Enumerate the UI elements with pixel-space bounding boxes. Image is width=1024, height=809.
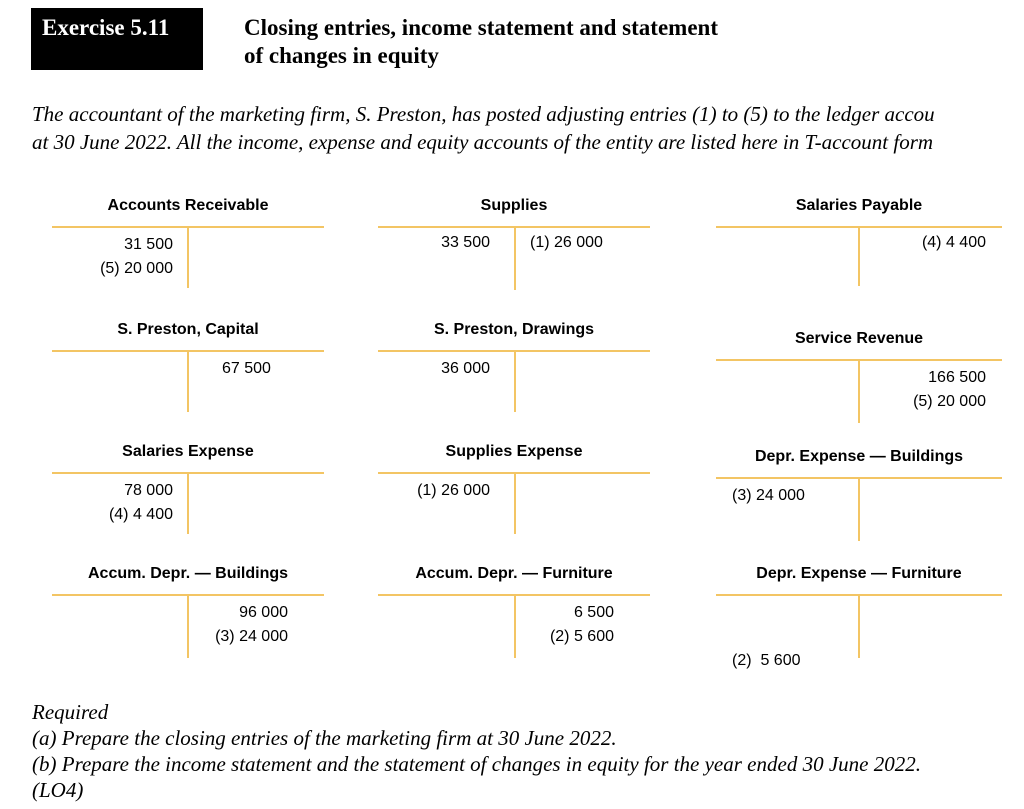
t-account-title: Salaries Payable	[795, 197, 923, 214]
t-account-debits	[378, 357, 490, 381]
t-account-divider	[514, 226, 516, 290]
learning-outcome: (LO4)	[32, 778, 84, 802]
exercise-label-box	[31, 8, 203, 70]
credit-entry: (3) 24 000	[215, 628, 288, 645]
t-account-divider	[187, 350, 189, 412]
t-account-divider	[858, 359, 860, 423]
required-part-a: (a) Prepare the closing entries of the marketing firm at 30 June 2022.	[32, 726, 617, 750]
t-account-divider	[514, 472, 516, 534]
credit-entry: (5) 20 000	[913, 393, 986, 410]
t-account-divider	[187, 226, 189, 288]
t-account-preston-drawings	[378, 319, 650, 419]
credit-entry: (2) 5 600	[549, 628, 614, 645]
debit-entry: (3) 24 000	[732, 487, 805, 504]
credit-entry: (1) 26 000	[530, 234, 603, 251]
t-account-divider	[858, 594, 860, 658]
t-account-divider	[858, 226, 860, 286]
credit-entry: 166 500	[928, 369, 986, 386]
t-account-credits	[222, 357, 271, 381]
t-account-credits	[913, 366, 986, 414]
debit-entry: (5) 20 000	[100, 260, 173, 277]
t-account-title: S. Preston, Capital	[117, 321, 259, 338]
t-account-debits	[378, 479, 490, 503]
t-account-title: Salaries Expense	[122, 443, 254, 460]
t-account-debits	[52, 479, 173, 527]
t-account-depr-expense-furniture	[716, 563, 1002, 669]
t-account-title: Supplies	[480, 197, 548, 214]
t-account-debits	[52, 233, 173, 281]
credit-entry: 96 000	[239, 604, 288, 621]
t-account-divider	[187, 472, 189, 534]
credit-entry: 6 500	[573, 604, 614, 621]
exercise-label: Exercise 5.11	[42, 15, 170, 40]
debit-entry: (1) 26 000	[417, 482, 490, 499]
t-account-supplies	[378, 195, 650, 295]
t-account-accounts-receivable	[52, 195, 324, 295]
exercise-title-line1: Closing entries, income statement and statement	[244, 15, 718, 40]
t-account-debits	[732, 484, 805, 508]
credit-entry: (4) 4 400	[921, 234, 986, 251]
t-account-preston-capital	[52, 319, 324, 419]
t-account-title: Depr. Expense — Buildings	[754, 448, 964, 465]
debit-entry: 78 000	[124, 482, 173, 499]
t-account-salaries-expense	[52, 441, 324, 541]
debit-entry: (4) 4 400	[108, 506, 173, 523]
required-section	[32, 699, 921, 803]
t-account-supplies-expense	[378, 441, 650, 541]
t-account-divider	[514, 594, 516, 658]
t-account-credits	[530, 231, 603, 255]
t-account-debits	[378, 231, 490, 255]
t-account-title: Accum. Depr. — Buildings	[87, 565, 289, 582]
t-account-title: Supplies Expense	[445, 443, 583, 460]
intro-paragraph	[32, 100, 1024, 156]
t-account-accum-depr-furniture	[378, 563, 650, 663]
t-account-divider	[514, 350, 516, 412]
t-account-title: Depr. Expense — Furniture	[756, 565, 962, 582]
intro-line2: at 30 June 2022. All the income, expense and equity accounts of the entity are listed here in T-account form	[32, 130, 934, 154]
t-account-title: Accounts Receivable	[107, 197, 269, 214]
t-account-title: Service Revenue	[794, 330, 924, 347]
t-account-depr-expense-buildings	[716, 446, 1002, 546]
required-heading: Required	[32, 700, 109, 724]
t-account-credits	[922, 231, 986, 255]
t-account-credits	[202, 601, 288, 649]
t-account-divider	[187, 594, 189, 658]
t-account-divider	[858, 477, 860, 541]
credit-entry: 67 500	[222, 360, 271, 377]
t-account-service-revenue	[716, 328, 1002, 428]
t-account-credits	[528, 601, 614, 649]
t-account-accum-depr-buildings	[52, 563, 324, 663]
t-account-title: S. Preston, Drawings	[433, 321, 595, 338]
t-account-title: Accum. Depr. — Furniture	[415, 565, 613, 582]
debit-entry: 36 000	[441, 360, 490, 377]
debit-entry: 33 500	[441, 234, 490, 251]
debit-entry: (2) 5 600	[732, 652, 801, 669]
intro-line1: The accountant of the marketing firm, S. Preston, has posted adjusting entries (1) to (5) to the ledger accou	[32, 102, 935, 126]
exercise-title-line2: of changes in equity	[244, 43, 439, 68]
exercise-title	[244, 14, 718, 70]
t-account-salaries-payable	[716, 195, 1002, 295]
required-part-b: (b) Prepare the income statement and the statement of changes in equity for the year ended 30 June 2022.	[32, 752, 921, 776]
debit-entry: 31 500	[124, 236, 173, 253]
